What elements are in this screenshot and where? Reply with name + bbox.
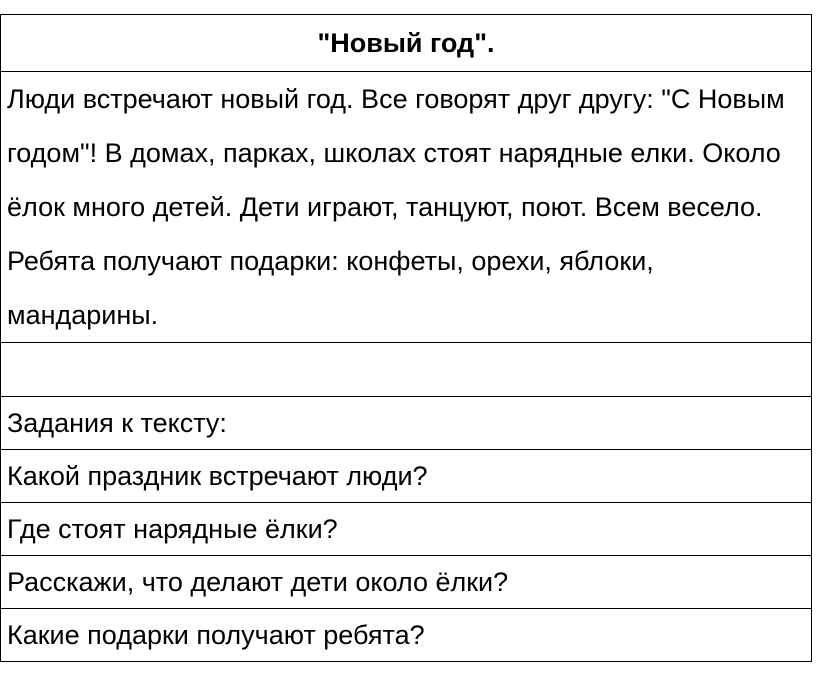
question-row xyxy=(1,503,812,556)
story-row xyxy=(1,72,812,343)
question-1: Какой праздник встречают люди? xyxy=(1,450,812,503)
question-3: Расскажи, что делают дети около ёлки? xyxy=(1,556,812,609)
question-row xyxy=(1,450,812,503)
tasks-heading: Задания к тексту: xyxy=(1,397,812,450)
empty-cell xyxy=(1,343,812,397)
empty-row xyxy=(1,343,812,397)
question-row xyxy=(1,609,812,662)
question-4: Какие подарки получают ребята? xyxy=(1,609,812,662)
story-cell xyxy=(1,72,812,343)
tasks-heading-row xyxy=(1,397,812,450)
title-row xyxy=(1,15,812,72)
worksheet-table xyxy=(0,14,812,662)
story-paragraph: Люди встречают новый год. Все говорят друг другу: "С Новым годом"! В домах, парках, школах стоят нарядные елки. Около ёлок много детей. Дети играют, танцуют, поют. Всем весело. Ребята получают подарки: конфеты, орехи, яблоки, мандарины. xyxy=(7,84,785,330)
question-row xyxy=(1,556,812,609)
question-2: Где стоят нарядные ёлки? xyxy=(1,503,812,556)
text-title: "Новый год". xyxy=(1,15,812,72)
